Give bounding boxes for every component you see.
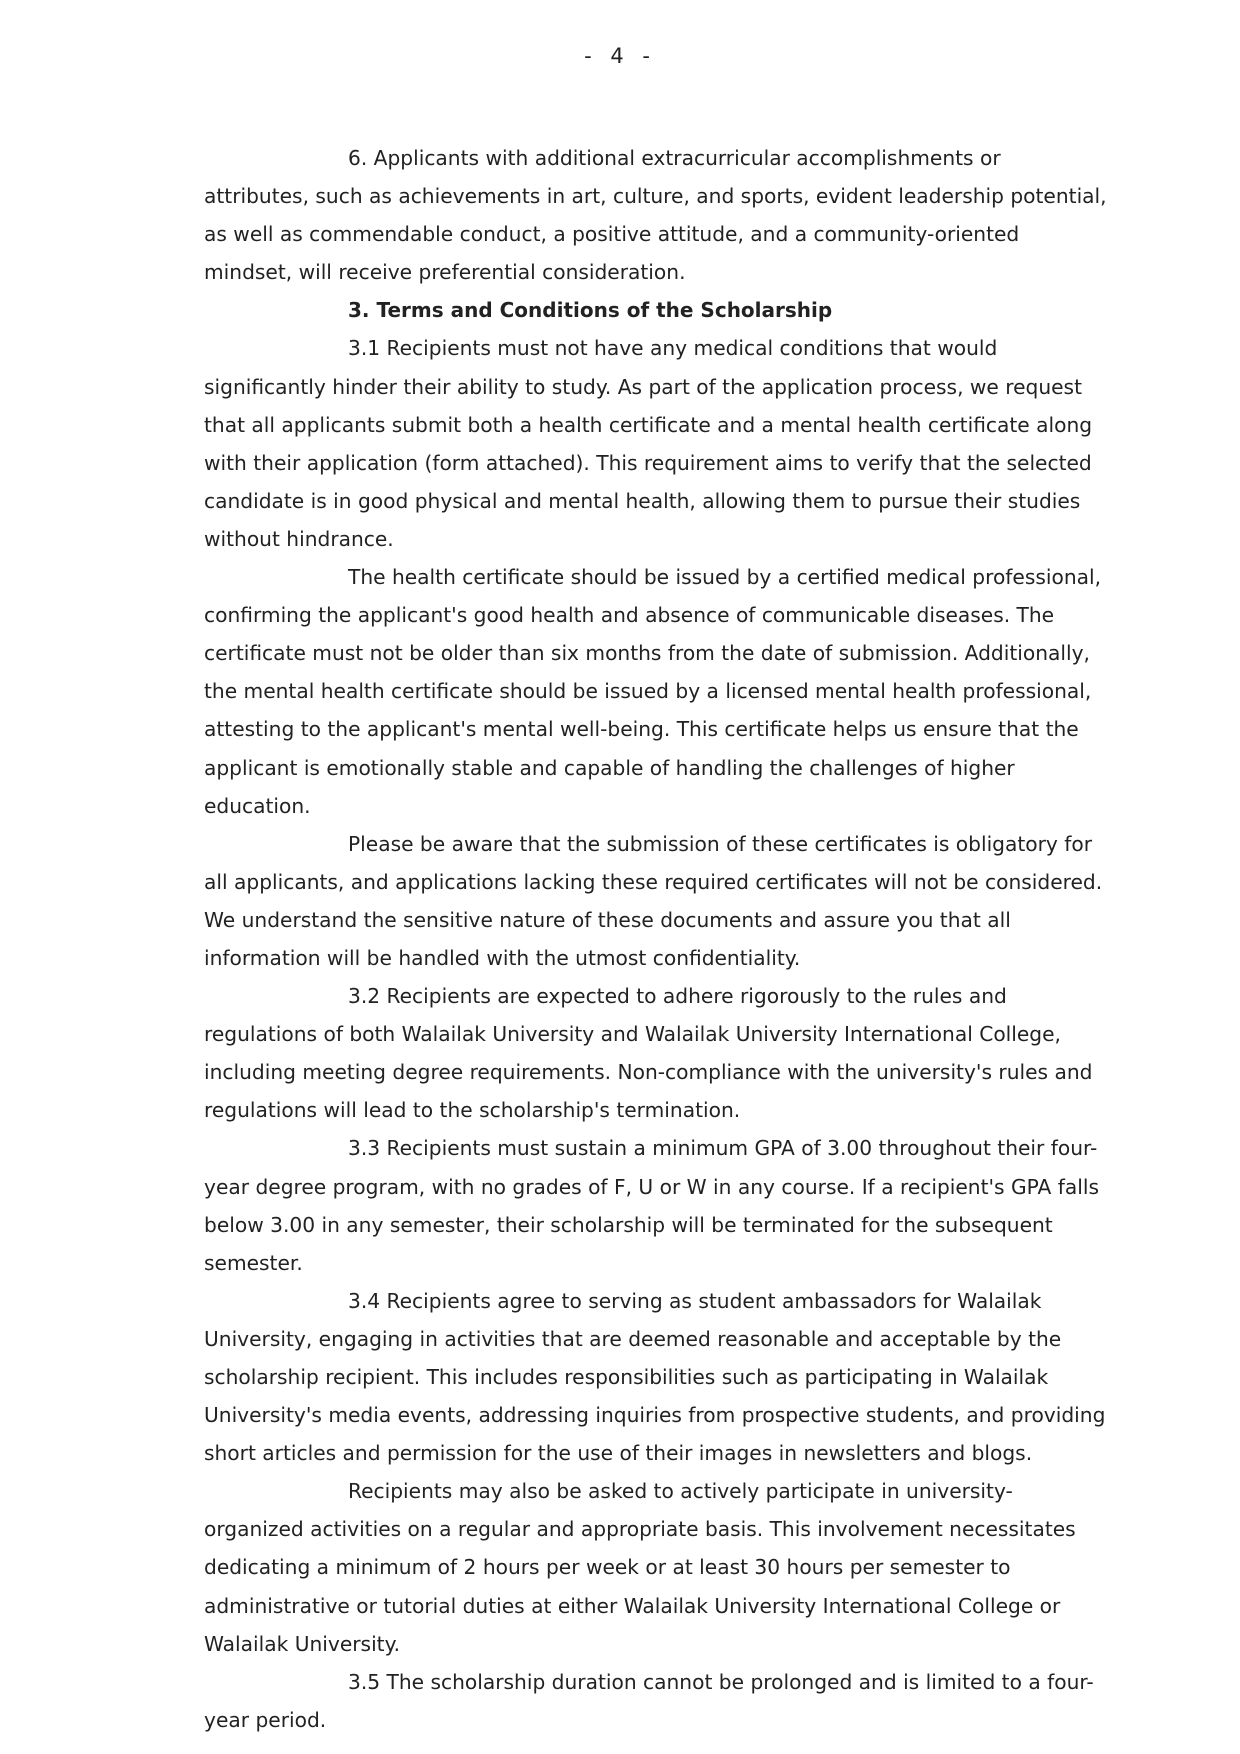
paragraph-3-4-student-ambassadors: 3.4 Recipients agree to serving as student ambassadors for Walailak University, engaging in activities that are deemed reasonable and acceptable by the scholarship recipient. This includes responsibilities such as participating in Walailak University's media events, addressing inquiries from prospective students, and providing short articles and permission for the use of their images in newsletters and blogs. — [204, 1288, 1106, 1466]
document-body — [204, 139, 1112, 1739]
paragraph-3-5-scholarship-duration: 3.5 The scholarship duration cannot be prolonged and is limited to a four-year period. — [204, 1669, 1094, 1732]
paragraph-3-1-medical-conditions: 3.1 Recipients must not have any medical conditions that would significantly hinder their ability to study. As part of the application process, we request that all applicants submit both a health certificate and a mental health certificate along with their application (form attached). This requirement aims to verify that the selected candidate is in good physical and mental health, allowing them to pursue their studies without hindrance. — [204, 336, 1093, 551]
paragraph-6-extracurricular: 6. Applicants with additional extracurricular accomplishments or attributes, such as achievements in art, culture, and sports, evident leadership potential, as well as commendable conduct, a positive attitude, and a community-oriented mindset, will receive preferential consideration. — [204, 146, 1107, 285]
paragraph-university-activities: Recipients may also be asked to actively participate in university-organized activities on a regular and appropriate basis. This involvement necessitates dedicating a minimum of 2 hours per week or at least 30 hours per semester to administrative or tutorial duties at either Walailak University International College or Walailak University. — [204, 1479, 1076, 1656]
paragraph-certificate-submission: Please be aware that the submission of these certificates is obligatory for all applicants, and applications lacking these required certificates will not be considered. We understand the sensitive nature of these documents and assure you that all information will be handled with the utmost confidentiality. — [204, 831, 1103, 970]
paragraph-3-3-minimum-gpa: 3.3 Recipients must sustain a minimum GPA of 3.00 throughout their four-year degree program, with no grades of F, U or W in any course. If a recipient's GPA falls below 3.00 in any semester, their scholarship will be terminated for the subsequent semester. — [204, 1136, 1099, 1275]
paragraph-health-certificate: The health certificate should be issued by a certified medical professional, confirming the applicant's good health and absence of communicable diseases. The certificate must not be older than six months from the date of submission. Additionally, the mental health certificate should be issued by a licensed mental health professional, attesting to the applicant's mental well-being. This certificate helps us ensure that the applicant is emotionally stable and capable of handling the challenges of higher education. — [204, 565, 1102, 818]
page-number: - 4 - — [584, 44, 656, 68]
paragraph-3-2-rules-and-regulations: 3.2 Recipients are expected to adhere rigorously to the rules and regulations of both Walailak University and Walailak University International College, including meeting degree requirements. Non-compliance with the university's rules and regulations will lead to the scholarship's termination. — [204, 984, 1093, 1123]
section-heading-terms-and-conditions: 3. Terms and Conditions of the Scholarship — [348, 298, 833, 323]
